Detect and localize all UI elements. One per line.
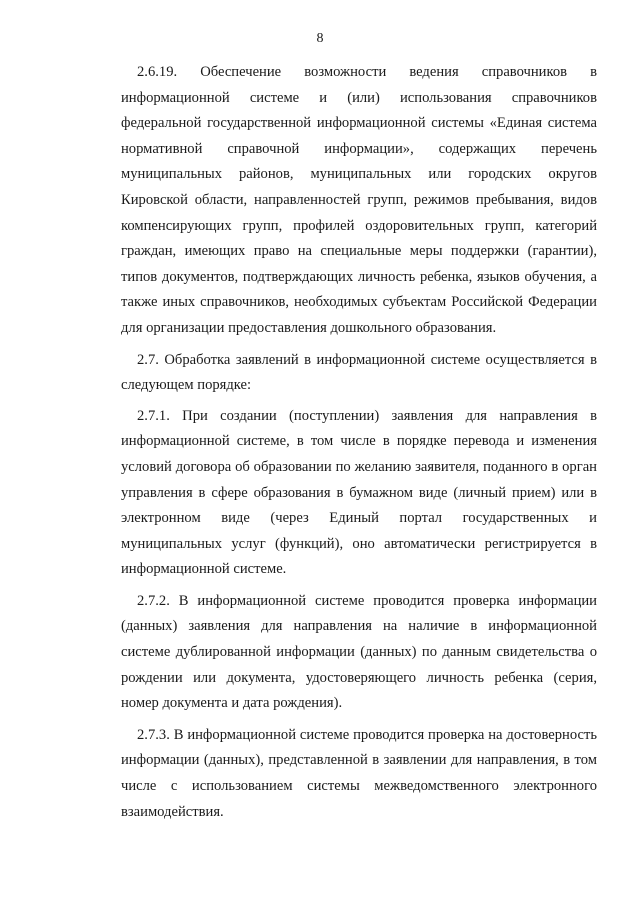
page-number: 8 bbox=[316, 31, 324, 46]
paragraph-2-6-19: 2.6.19. Обеспечение возможности ведения справочников в информационной системе и (или) использования справочников федеральной государственной информационной системы «Единая система нормативной справочной информации», содержащих перечень муниципальных районов, муниципальных или городских округов Кировской области, направленностей групп, режимов пребывания, видов компенсирующих групп, профилей оздоровительных групп, категорий граждан, имеющих право на специальные меры поддержки (гарантии), типов документов, подтверждающих личность ребенка, языков обучения, а также иных справочников, необходимых субъектам Российской Федерации для организации предоставления дошкольного образования. bbox=[121, 64, 597, 336]
paragraph-2-7-3: 2.7.3. В информационной системе проводится проверка на достоверность информации (данных), представленной в заявлении для направления, в том числе с использованием системы межведомственного электронного взаимодействия. bbox=[121, 726, 597, 820]
document-body bbox=[121, 60, 597, 831]
paragraph-2-7-2: 2.7.2. В информационной системе проводится проверка информации (данных) заявления для направления на наличие в информационной системе дублированной информации (данных) по данным свидетельства о рождении или документа, удостоверяющего личность ребенка (серия, номер документа и дата рождения). bbox=[121, 592, 597, 712]
paragraph-2-7-1: 2.7.1. При создании (поступлении) заявления для направления в информационной системе, в том числе в порядке перевода и изменения условий договора об образовании по желанию заявителя, поданного в орган управления в сфере образования в бумажном виде (личный прием) или в электронном виде (через Единый портал государственных и муниципальных услуг (функций), оно автоматически регистрируется в информационной системе. bbox=[121, 407, 597, 578]
paragraph-2-7: 2.7. Обработка заявлений в информационной системе осуществляется в следующем порядке: bbox=[121, 351, 597, 394]
